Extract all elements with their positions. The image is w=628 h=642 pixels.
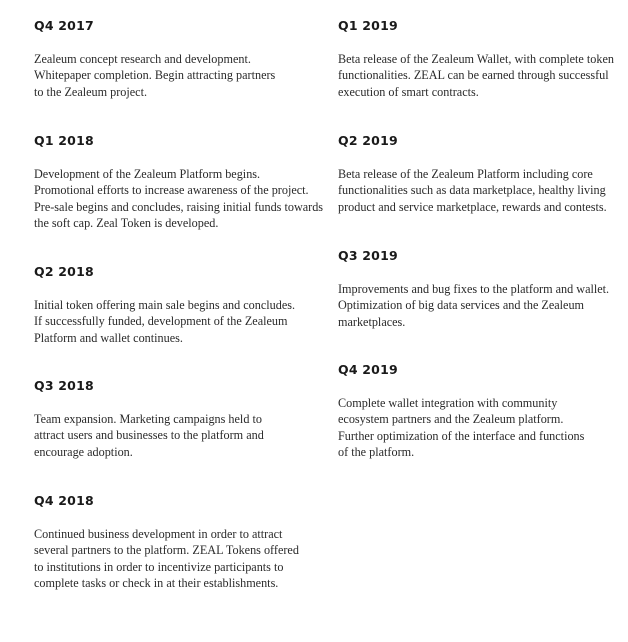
milestone-description <box>338 51 613 100</box>
description-line: attract users and businesses to the platform and <box>34 428 264 443</box>
milestone-heading: Q2 2018 <box>34 264 94 279</box>
milestone-heading: Q4 2019 <box>338 362 398 377</box>
description-line: functionalities. ZEAL can be earned through successful <box>338 68 609 83</box>
description-line: functionalities such as data marketplace, healthy living <box>338 183 606 198</box>
description-line: ecosystem partners and the Zealeum platform. <box>338 412 564 427</box>
description-line: Beta release of the Zealeum Platform including core <box>338 167 593 181</box>
milestone-q2-2019 <box>338 133 613 215</box>
milestone-heading: Q4 2017 <box>34 18 94 33</box>
description-line: complete tasks or check in at their establishments. <box>34 576 279 591</box>
milestone-heading: Q2 2019 <box>338 133 398 148</box>
description-line: Further optimization of the interface and functions <box>338 428 585 443</box>
description-line: encourage adoption. <box>34 444 133 459</box>
milestone-q1-2019 <box>338 18 613 100</box>
description-line: Continued business development in order to attract <box>34 527 283 541</box>
description-line: Team expansion. Marketing campaigns held to <box>34 412 262 426</box>
description-line: of the platform. <box>338 445 415 460</box>
description-line: to the Zealeum project. <box>34 84 148 99</box>
milestone-description <box>34 526 324 592</box>
milestone-q3-2018 <box>34 378 324 460</box>
description-line: Improvements and bug fixes to the platform and wallet. <box>338 282 610 296</box>
description-line: Pre-sale begins and concludes, raising initial funds towards <box>34 199 324 214</box>
description-line: Platform and wallet continues. <box>34 330 183 345</box>
description-line: Whitepaper completion. Begin attracting partners <box>34 68 276 83</box>
description-line: Zealeum concept research and development. <box>34 52 251 66</box>
description-line: Promotional efforts to increase awareness of the project. <box>34 183 309 198</box>
description-line: If successfully funded, development of the Zealeum <box>34 314 288 329</box>
milestone-heading: Q3 2019 <box>338 248 398 263</box>
milestone-description <box>338 166 613 215</box>
milestone-heading: Q4 2018 <box>34 493 94 508</box>
description-line: execution of smart contracts. <box>338 84 479 99</box>
description-line: Initial token offering main sale begins and concludes. <box>34 298 296 312</box>
milestone-description <box>34 297 324 346</box>
description-line: the soft cap. Zeal Token is developed. <box>34 216 219 231</box>
milestone-q4-2019 <box>338 362 613 461</box>
milestone-q3-2019 <box>338 248 613 330</box>
milestone-description <box>34 51 324 100</box>
description-line: several partners to the platform. ZEAL Tokens offered <box>34 543 299 558</box>
milestone-q1-2018 <box>34 133 324 232</box>
milestone-q4-2017 <box>34 18 324 100</box>
milestone-q2-2018 <box>34 264 324 346</box>
description-line: Optimization of big data services and the Zealeum <box>338 298 585 313</box>
description-line: Beta release of the Zealeum Wallet, with complete token <box>338 52 614 66</box>
milestone-q4-2018 <box>34 493 324 592</box>
description-line: marketplaces. <box>338 314 406 329</box>
milestone-description <box>338 281 613 330</box>
milestone-heading: Q3 2018 <box>34 378 94 393</box>
description-line: Complete wallet integration with community <box>338 396 558 410</box>
milestone-description <box>34 411 324 460</box>
description-line: Development of the Zealeum Platform begins. <box>34 167 261 181</box>
milestone-description <box>34 166 324 232</box>
description-line: product and service marketplace, rewards and contests. <box>338 199 607 214</box>
description-line: to institutions in order to incentivize participants to <box>34 559 284 574</box>
milestone-heading: Q1 2018 <box>34 133 94 148</box>
milestone-description <box>338 395 613 461</box>
milestone-heading: Q1 2019 <box>338 18 398 33</box>
